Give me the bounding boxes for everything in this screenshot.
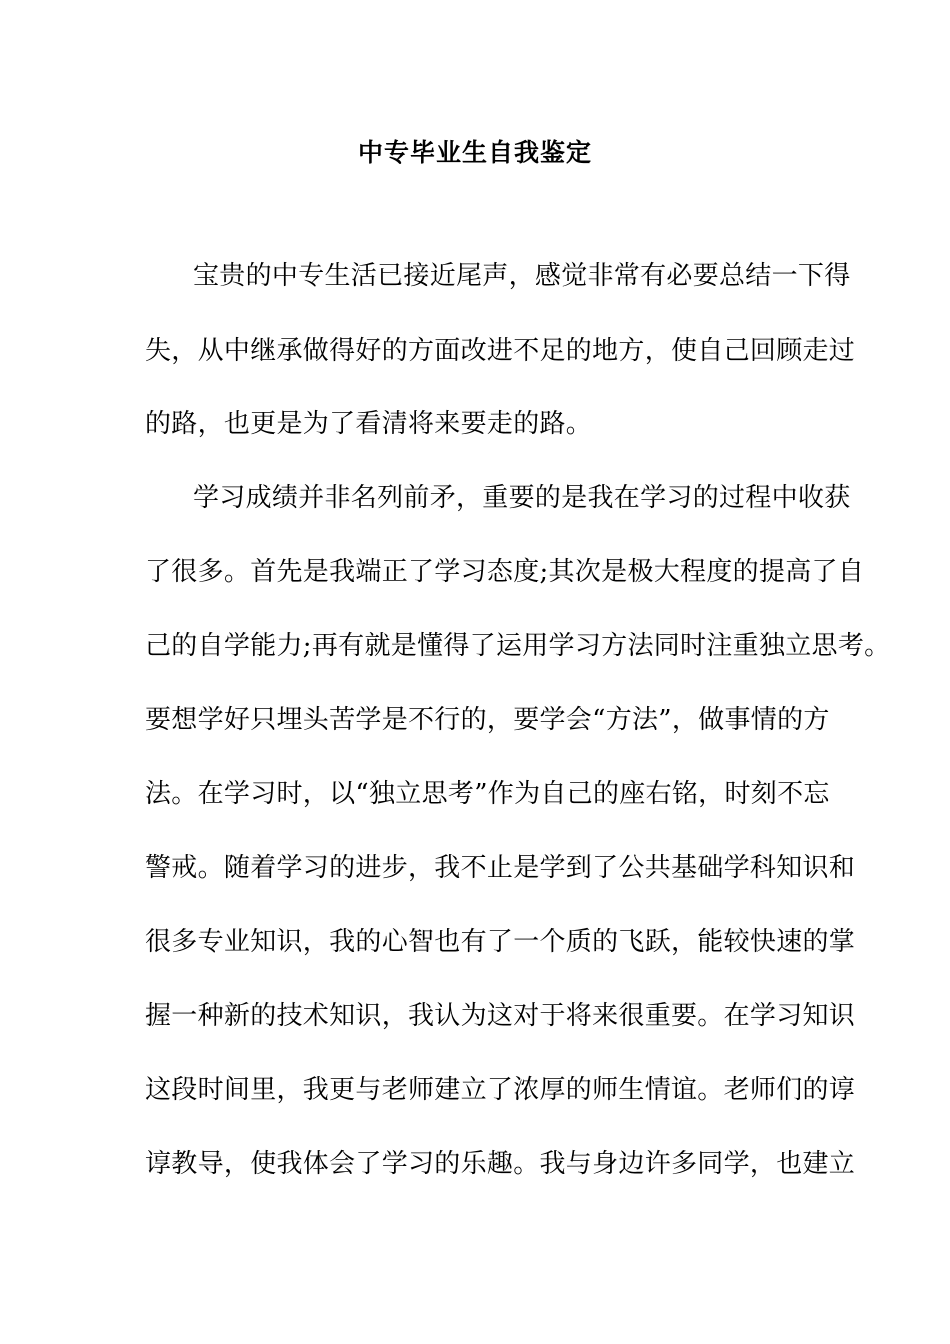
paragraph-2-line-9: 这段时间里，我更与老师建立了浓厚的师生情谊。老师们的谆 xyxy=(145,1075,856,1105)
paragraph-2-line-4: 要想学好只埋头苦学是不行的，要学会“方法”，做事情的方 xyxy=(145,705,830,735)
paragraph-2-line-5: 法。在学习时，以“独立思考”作为自己的座右铭，时刻不忘 xyxy=(145,779,830,809)
paragraph-2-line-3: 己的自学能力;再有就是懂得了运用学习方法同时注重独立思考。 xyxy=(145,631,891,661)
paragraph-2-line-1: 学习成绩并非名列前矛，重要的是我在学习的过程中收获 xyxy=(193,483,851,513)
document-title: 中专毕业生自我鉴定 xyxy=(357,138,592,167)
paragraph-2-line-7: 很多专业知识，我的心智也有了一个质的飞跃，能较快速的掌 xyxy=(145,927,856,957)
paragraph-2-line-6: 警戒。随着学习的进步，我不止是学到了公共基础学科知识和 xyxy=(145,853,856,883)
paragraph-1-line-2: 失，从中继承做得好的方面改进不足的地方，使自己回顾走过 xyxy=(145,336,856,366)
paragraph-2-line-8: 握一种新的技术知识，我认为这对于将来很重要。在学习知识 xyxy=(145,1001,856,1031)
paragraph-2-line-2: 了很多。首先是我端正了学习态度;其次是极大程度的提高了自 xyxy=(145,557,865,587)
paragraph-1-line-3: 的路，也更是为了看清将来要走的路。 xyxy=(145,409,593,439)
paragraph-1-line-1: 宝贵的中专生活已接近尾声，感觉非常有必要总结一下得 xyxy=(193,261,851,291)
paragraph-2-line-10: 谆教导，使我体会了学习的乐趣。我与身边许多同学，也建立 xyxy=(145,1149,856,1179)
